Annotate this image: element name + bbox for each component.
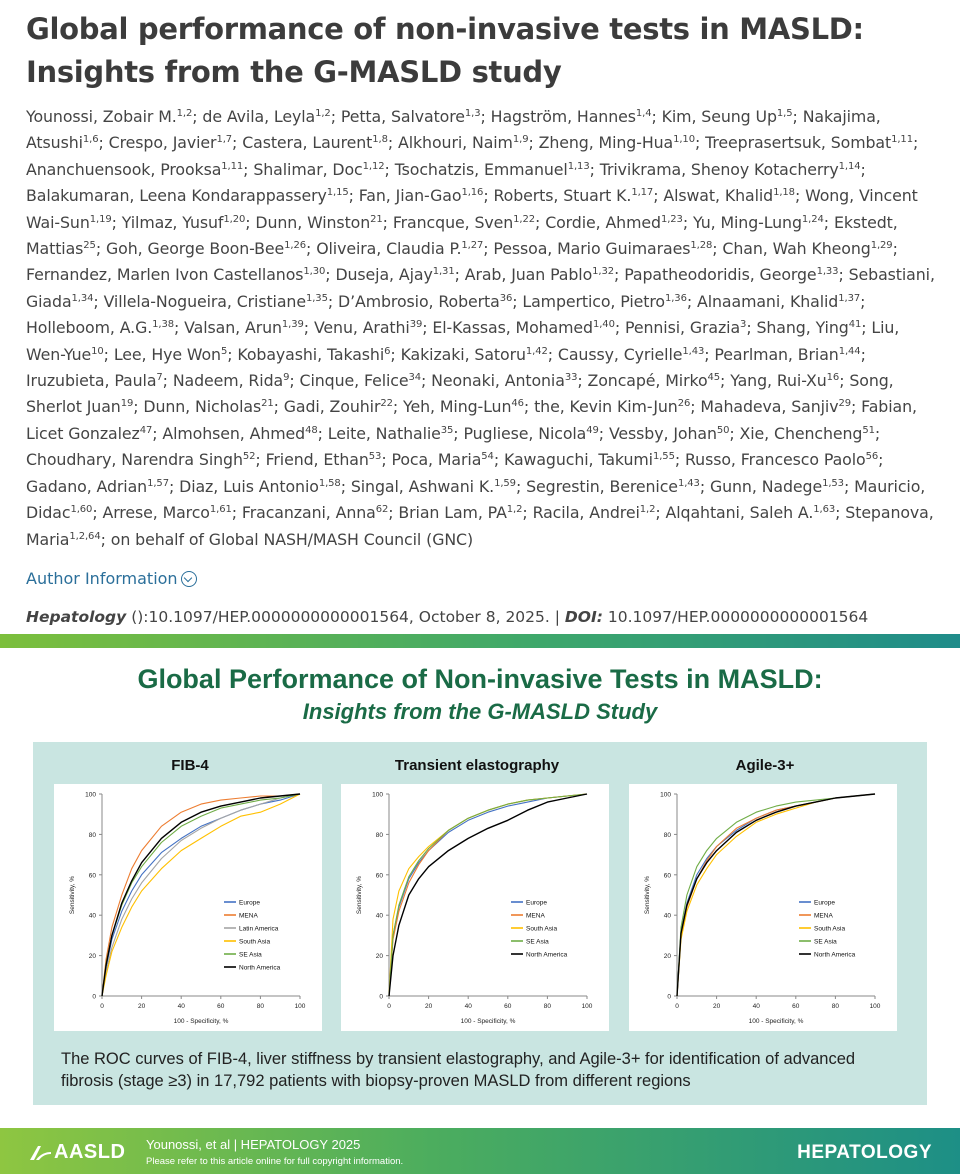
author-affiliation: 22 bbox=[380, 398, 393, 410]
chart-title: Transient elastography bbox=[394, 757, 560, 774]
author-name: Neonaki, Antonia bbox=[431, 371, 565, 391]
roc-line-se-asia bbox=[677, 794, 875, 996]
author-affiliation: 1,24 bbox=[801, 213, 824, 225]
author-name: Arrese, Marco bbox=[102, 503, 210, 523]
legend-label: Europe bbox=[239, 899, 260, 907]
x-axis-label: 100 - Specificity, % bbox=[460, 1018, 516, 1025]
x-tick-label: 40 bbox=[464, 1003, 472, 1010]
author-name: Tsochatzis, Emmanuel bbox=[394, 159, 568, 179]
y-axis-label: Sensitivity, % bbox=[69, 875, 76, 915]
author-affiliation: 1,61 bbox=[209, 504, 232, 516]
author-affiliation: 1,2 bbox=[639, 504, 656, 516]
author-name: Brian Lam, PA bbox=[398, 503, 507, 523]
author-name: Kawaguchi, Takumi bbox=[503, 450, 653, 470]
author-name: Gunn, Nadege bbox=[709, 476, 823, 496]
author-affiliation: 9 bbox=[283, 372, 290, 384]
author-information-label[interactable]: Author Information bbox=[26, 568, 178, 588]
author-affiliation: 1,34 bbox=[71, 292, 94, 304]
author-name: the, Kevin Kim-Jun bbox=[534, 397, 678, 417]
roc-chart-agile3 bbox=[629, 784, 897, 1031]
author-affiliation: 16 bbox=[826, 372, 840, 384]
chart-title: FIB-4 bbox=[171, 757, 209, 774]
author-affiliation: 7 bbox=[156, 372, 163, 384]
legend-label: North America bbox=[814, 951, 856, 959]
footer-band bbox=[0, 1128, 960, 1174]
author-name: Duseja, Ajay bbox=[335, 265, 433, 285]
chart-transient-elastography bbox=[341, 752, 613, 1031]
author-name: Kakizaki, Satoru bbox=[400, 344, 526, 364]
y-tick-label: 0 bbox=[667, 993, 671, 1001]
author-name: Oliveira, Claudia P. bbox=[316, 239, 462, 259]
author-affiliation: 49 bbox=[586, 424, 599, 436]
author-name: Arab, Juan Pablo bbox=[464, 265, 593, 285]
x-tick-label: 100 bbox=[869, 1003, 881, 1010]
author-name: Zoncapé, Mirko bbox=[587, 371, 708, 391]
group-author: on behalf of Global NASH/MASH Council (GNC) bbox=[110, 529, 474, 549]
author-name: Younossi, Zobair M. bbox=[26, 107, 177, 126]
author-name: Gadano, Adrian bbox=[26, 476, 148, 496]
author-affiliation: 1,2 bbox=[176, 108, 193, 119]
author-affiliation: 1,19 bbox=[89, 213, 112, 225]
roc-line-south-asia bbox=[677, 794, 875, 996]
author-affiliation: 1,43 bbox=[682, 345, 705, 357]
y-tick-label: 40 bbox=[88, 912, 96, 920]
chart-frame bbox=[629, 784, 897, 1031]
y-tick-label: 40 bbox=[375, 912, 383, 920]
author-affiliation: 1,39 bbox=[281, 319, 304, 331]
author-name: Yang, Rui-Xu bbox=[730, 371, 827, 391]
aasld-logo-text: AASLD bbox=[54, 1141, 126, 1163]
author-affiliation: 54 bbox=[481, 451, 494, 463]
y-tick-label: 80 bbox=[375, 831, 383, 839]
author-affiliation: 1,15 bbox=[326, 187, 349, 199]
hepatology-brand: HEPATOLOGY bbox=[797, 1142, 932, 1163]
roc-chart-transient-elastography bbox=[341, 784, 609, 1031]
author-name: Choudhary, Narendra Singh bbox=[26, 450, 243, 470]
author-name: Zheng, Ming-Hua bbox=[538, 133, 674, 153]
y-tick-label: 60 bbox=[663, 872, 671, 880]
article-header bbox=[26, 8, 941, 626]
author-affiliation: 1,3 bbox=[464, 108, 481, 119]
author-affiliation: 45 bbox=[707, 372, 721, 384]
author-affiliation: 1,2 bbox=[506, 504, 523, 516]
author-name: Balakumaran, Leena Kondarappassery bbox=[26, 186, 327, 206]
y-tick-label: 100 bbox=[660, 791, 671, 799]
author-affiliation: 1,30 bbox=[303, 266, 326, 278]
author-name: Friend, Ethan bbox=[265, 450, 369, 470]
author-name: Castera, Laurent bbox=[242, 133, 373, 153]
author-affiliation: 1,58 bbox=[318, 477, 341, 489]
author-affiliation: 1,37 bbox=[838, 292, 861, 304]
legend-label: Europe bbox=[814, 899, 835, 907]
chart-title: Agile-3+ bbox=[735, 757, 795, 774]
roc-chart-fib4 bbox=[54, 784, 322, 1031]
x-axis-label: 100 - Specificity, % bbox=[748, 1018, 804, 1025]
author-name: Fabian, Licet Gonzalez bbox=[26, 397, 917, 443]
x-tick-label: 80 bbox=[256, 1003, 265, 1010]
author-name: Lee, Hye Won bbox=[113, 344, 221, 364]
journal-name: Hepatology bbox=[26, 607, 127, 626]
x-tick-label: 60 bbox=[792, 1003, 800, 1010]
author-name: Venu, Arathi bbox=[313, 318, 410, 338]
author-affiliation: 47 bbox=[139, 424, 153, 436]
author-name: Holleboom, A.G. bbox=[26, 318, 153, 338]
author-name: Dunn, Winston bbox=[255, 212, 371, 232]
chart-agile3 bbox=[629, 752, 901, 1031]
y-tick-label: 20 bbox=[375, 953, 383, 961]
author-affiliation: 1,10 bbox=[673, 134, 695, 146]
author-name: Fracanzani, Anna bbox=[241, 503, 376, 523]
author-affiliation: 1,14 bbox=[838, 160, 861, 172]
author-name: Alnaamani, Khalid bbox=[697, 291, 839, 311]
x-tick-label: 0 bbox=[387, 1003, 391, 1010]
x-tick-label: 20 bbox=[137, 1003, 146, 1010]
legend-label: South Asia bbox=[239, 938, 271, 946]
y-tick-label: 100 bbox=[372, 791, 383, 799]
author-affiliation: 5 bbox=[220, 345, 228, 357]
author-name: Cinque, Felice bbox=[299, 371, 409, 391]
graphical-abstract-panel bbox=[33, 742, 927, 1105]
legend-label: South Asia bbox=[814, 925, 846, 933]
author-name: Gadi, Zouhir bbox=[283, 397, 381, 417]
author-affiliation: 1,36 bbox=[664, 292, 687, 304]
section-divider bbox=[0, 634, 960, 648]
author-affiliation: 1,40 bbox=[592, 319, 615, 331]
author-affiliation: 1,20 bbox=[223, 213, 246, 225]
chart-frame bbox=[54, 784, 322, 1031]
author-affiliation: 1,60 bbox=[70, 504, 93, 516]
x-tick-label: 0 bbox=[675, 1003, 679, 1010]
author-name: Yu, Ming-Lung bbox=[692, 212, 802, 232]
x-axis-label: 100 - Specificity, % bbox=[173, 1018, 229, 1025]
author-name: Roberts, Stuart K. bbox=[493, 186, 632, 206]
graphical-abstract-title: Global Performance of Non-invasive Tests in MASLD: bbox=[137, 664, 823, 694]
author-affiliation: 21 bbox=[261, 398, 274, 410]
legend-label: South Asia bbox=[526, 925, 558, 933]
author-name: Nakajima, Atsushi bbox=[26, 107, 881, 153]
author-affiliation: 1,23 bbox=[660, 213, 683, 225]
author-name: Diaz, Luis Antonio bbox=[179, 476, 319, 496]
author-affiliation: 1,11 bbox=[891, 134, 913, 146]
author-affiliation: 1,6 bbox=[82, 134, 99, 146]
author-affiliation: 25 bbox=[83, 240, 96, 252]
author-name: Yilmaz, Yusuf bbox=[121, 212, 224, 232]
author-affiliation: 1,13 bbox=[567, 160, 590, 172]
x-tick-label: 20 bbox=[712, 1003, 721, 1010]
author-affiliation: 36 bbox=[499, 292, 513, 304]
author-name: Liu, Wen-Yue bbox=[26, 318, 900, 364]
author-name: de Avila, Leyla bbox=[202, 107, 316, 126]
author-affiliation: 1,59 bbox=[494, 477, 516, 489]
aasld-logo bbox=[28, 1141, 125, 1164]
author-affiliation: 1,4 bbox=[635, 108, 652, 119]
author-affiliation: 1,9 bbox=[512, 134, 529, 146]
x-tick-label: 40 bbox=[752, 1003, 760, 1010]
legend-label: Latin America bbox=[239, 925, 279, 933]
author-name: Cordie, Ahmed bbox=[545, 212, 661, 232]
author-affiliation: 3 bbox=[740, 319, 747, 331]
graphical-abstract-subtitle: Insights from the G-MASLD Study bbox=[302, 699, 658, 724]
y-tick-label: 40 bbox=[663, 912, 671, 920]
author-affiliation: 1,29 bbox=[870, 240, 893, 252]
author-name: El-Kassas, Mohamed bbox=[432, 318, 593, 338]
author-name: Valsan, Arun bbox=[184, 318, 282, 338]
author-affiliation: 46 bbox=[511, 398, 524, 410]
author-name: Petta, Salvatore bbox=[340, 107, 465, 126]
y-tick-label: 0 bbox=[379, 993, 383, 1001]
author-affiliation: 1,33 bbox=[816, 266, 839, 278]
author-affiliation: 1,5 bbox=[776, 108, 793, 119]
y-tick-label: 60 bbox=[375, 872, 383, 880]
author-affiliation: 1,2 bbox=[315, 108, 331, 119]
x-tick-label: 60 bbox=[217, 1003, 225, 1010]
author-affiliation: 41 bbox=[848, 319, 862, 331]
author-affiliation: 1,18 bbox=[773, 187, 795, 199]
legend-label: SE Asia bbox=[814, 938, 837, 946]
footer-copyright-note: Please refer to this article online for full copyright information. bbox=[146, 1156, 404, 1167]
roc-line-mena bbox=[677, 794, 875, 996]
y-tick-label: 0 bbox=[92, 993, 96, 1001]
author-affiliation: 1,44 bbox=[838, 345, 861, 357]
legend-label: MENA bbox=[526, 912, 545, 920]
chart-fib4 bbox=[54, 752, 326, 1031]
figure-caption: The ROC curves of FIB-4, liver stiffness by transient elastography, and Agile-3+ for identification of advanced fibrosis (stage ≥3) in 17,792 patients with biopsy-proven MASLD from different regions bbox=[61, 1050, 856, 1090]
author-name: Papatheodoridis, George bbox=[624, 265, 817, 285]
author-name: Segrestin, Berenice bbox=[526, 476, 678, 496]
x-tick-label: 100 bbox=[581, 1003, 593, 1010]
y-tick-label: 80 bbox=[88, 831, 96, 839]
author-affiliation: 6 bbox=[384, 345, 391, 357]
y-axis-label: Sensitivity, % bbox=[644, 875, 651, 915]
author-affiliation: 1,43 bbox=[677, 477, 700, 489]
author-name: Xie, Chencheng bbox=[739, 423, 863, 443]
author-name: Trivikrama, Shenoy Kotacherry bbox=[599, 159, 839, 179]
author-affiliation: 1,42 bbox=[525, 345, 548, 357]
x-tick-label: 100 bbox=[294, 1003, 306, 1010]
author-affiliation: 1,55 bbox=[652, 451, 675, 463]
author-name: Pennisi, Grazia bbox=[625, 318, 741, 338]
author-information-link[interactable] bbox=[26, 569, 941, 588]
x-tick-label: 40 bbox=[177, 1003, 185, 1010]
author-affiliation: 33 bbox=[564, 372, 578, 384]
author-affiliation: 62 bbox=[375, 504, 389, 516]
author-name: Almohsen, Ahmed bbox=[162, 423, 306, 443]
author-name: Racila, Andrei bbox=[532, 503, 640, 523]
author-name: Alswat, Khalid bbox=[663, 186, 774, 206]
author-affiliation: 1,35 bbox=[305, 292, 328, 304]
author-name: Mauricio, Didac bbox=[26, 476, 926, 523]
article-title: Global performance of non-invasive tests in MASLD: Insights from the G-MASLD study bbox=[26, 12, 864, 89]
author-name: Goh, George Boon-Bee bbox=[105, 239, 285, 259]
author-name: Pessoa, Mario Guimaraes bbox=[493, 239, 691, 259]
chart-frame bbox=[341, 784, 609, 1031]
author-affiliation: 1,63 bbox=[813, 504, 836, 516]
author-name: Poca, Maria bbox=[391, 450, 482, 470]
author-affiliation: 1,27 bbox=[461, 240, 484, 252]
author-name: Hagström, Hannes bbox=[490, 107, 636, 126]
author-affiliation: 34 bbox=[408, 372, 422, 384]
author-name: Caussy, Cyrielle bbox=[557, 344, 683, 364]
author-name: Francque, Sven bbox=[392, 212, 514, 232]
author-name: Ananchuensook, Prooksa bbox=[26, 159, 222, 179]
author-name: Iruzubieta, Paula bbox=[26, 371, 157, 391]
author-affiliation: 21 bbox=[370, 213, 383, 225]
citation-line bbox=[26, 608, 941, 626]
y-tick-label: 100 bbox=[85, 791, 96, 799]
author-affiliation: 1,26 bbox=[284, 240, 307, 252]
author-name: Dunn, Nicholas bbox=[143, 397, 262, 417]
x-tick-label: 80 bbox=[831, 1003, 840, 1010]
author-affiliation: 1,16 bbox=[461, 187, 484, 199]
author-name: Pugliese, Nicola bbox=[463, 423, 587, 443]
author-name: Crespo, Javier bbox=[108, 133, 217, 153]
roc-line-south-asia bbox=[389, 794, 587, 996]
roc-line-europe bbox=[677, 794, 875, 996]
author-name: Ekstedt, Mattias bbox=[26, 212, 898, 259]
author-name: Pearlman, Brian bbox=[714, 344, 839, 364]
author-affiliation: 1,28 bbox=[690, 240, 713, 252]
author-affiliation: 19 bbox=[120, 398, 134, 410]
author-name: Yeh, Ming-Lun bbox=[403, 397, 512, 417]
author-name: Villela-Nogueira, Cristiane bbox=[103, 291, 306, 311]
author-affiliation: 35 bbox=[440, 424, 454, 436]
author-list: Younossi, Zobair M.$^{1,2}$; de Avila, Leyla$^{1,2}$; Petta, Salvatore$^{1,3}$; Hagström, Hannes$^{1,4}$; Kim, Seung Up$^{1,5}$; Nakajima, Atsushi$^{1,6}$; Crespo, Javier$^{1,7}$; Castera, Laurent$^{1,8}$; Alkhouri, Naim$^{1,9}$; Zheng, Ming-Hua$^{1,10}$; Treeprasertsuk, Sombat$^{1,11}$; Ananchuensook, Prooksa$^{1,11}$; Shalimar, Doc$^{1,12}$; Tsochatzis, Emmanuel$^{1,13}$; Trivikrama, Shenoy Kotacherry$^{1,14}$; Balakumaran, Leena Kondarappassery$^{1,15}$; Fan, Jian-Gao$^{1,16}$; Roberts, Stuart K.$^{1,17}$; Alswat, Khalid$^{1,18}$; Wong, Vincent Wai-Sun$^{1,19}$; Yilmaz, Yusuf$^{1,20}$; Dunn, Winston$^{21}$; Francque, Sven$^{1,22}$; Cordie, Ahmed$^{1,23}$; Yu, Ming-Lung$^{1,24}$; Ekstedt, Mattias$^{25}$; Goh, George Boon-Bee$^{1,26}$; Oliveira, Claudia P.$^{1,27}$; Pessoa, Mario Guimaraes$^{1,28}$; Chan, Wah Kheong$^{1,29}$; Fernandez, Marlen Ivon Castellanos$^{1,30}$; Duseja, Ajay$^{1,31}$; Arab, Juan Pablo$^{1,32}$; Papatheodoridis, George$^{1,33}$; Sebastiani, Giada$^{1,34}$; Villela-Nogueira, Cristiane$^{1,35}$; D’Ambrosio, Roberta$^{36}$; Lampertico, Pietro$^{1,36}$; Alnaamani, Khalid$^{1,37}$; Holleboom, A.G.$^{1,38}$; Valsan, Arun$^{1,39}$; Venu, Arathi$^{39}$; El-Kassas, Mohamed$^{1,40}$; Pennisi, Grazia$^3$; Shang, Ying$^{41}$; Liu, Wen-Yue$^{10}$; Lee, Hye Won$^5$; Kobayashi, Takashi$^6$; Kakizaki, Satoru$^{1,42}$; Caussy, Cyrielle$^{1,43}$; Pearlman, Brian$^{1,44}$; Iruzubieta, Paula$^7$; Nadeem, Rida$^9$; Cinque, Felice$^{34}$; Neonaki, Antonia$^{33}$; Zoncapé, Mirko$^{45}$; Yang, Rui-Xu$^{16}$; Song, Sherlot Juan$^{19}$; Dunn, Nicholas$^{21}$; Gadi, Zouhir$^{22}$; Yeh, Ming-Lun$^{46}$; the, Kevin Kim-Jun$^{26}$; Mahadeva, Sanjiv$^{29}$; Fabian, Licet Gonzalez$^{47}$; Almohsen, Ahmed$^{48}$; Leite, Nathalie$^{35}$; Pugliese, Nicola$^{49}$; Vessby, Johan$^{50}$; Xie, Chencheng$^{51}$; Choudhary, Narendra Singh$^{52}$; Friend, Ethan$^{53}$; Poca, Maria$^{54}$; Kawaguchi, Takumi$^{1,55}$; Russo, Francesco Paolo$^{56}$; Gadano, Adrian$^{1,57}$; Diaz, Luis Antonio$^{1,58}$; Singal, Ashwani K.$^{1,59}$; Segrestin, Berenice$^{1,43}$; Gunn, Nadege$^{1,53}$; Mauricio, Didac$^{1,60}$; Arrese, Marco$^{1,61}$; Fracanzani, Anna$^{62}$; Brian Lam, PA$^{1,2}$; Racila, Andrei$^{1,2}$; Alqahtani, Saleh A.$^{1,63}$; Stepanova, Maria$^{1,2,64}$; on behalf of Global NASH/MASH Council (GNC) bbox=[26, 107, 935, 549]
author-affiliation: 51 bbox=[862, 424, 875, 436]
x-tick-label: 80 bbox=[543, 1003, 552, 1010]
author-name: Shang, Ying bbox=[756, 318, 849, 338]
author-affiliation: 1,32 bbox=[592, 266, 615, 278]
roc-line-north-america bbox=[389, 794, 587, 996]
author-affiliation: 1,38 bbox=[152, 319, 175, 331]
author-affiliation: 1,2,64 bbox=[69, 530, 101, 542]
author-name: Vessby, Johan bbox=[608, 423, 717, 443]
author-affiliation: 39 bbox=[409, 319, 423, 331]
chevron-down-icon[interactable] bbox=[181, 571, 197, 587]
author-affiliation: 1,11 bbox=[221, 160, 244, 172]
author-name: Kobayashi, Takashi bbox=[237, 344, 385, 364]
roc-line-mena bbox=[389, 794, 587, 996]
x-tick-label: 20 bbox=[424, 1003, 433, 1010]
y-tick-label: 20 bbox=[663, 953, 671, 961]
author-name: Wong, Vincent Wai-Sun bbox=[26, 186, 918, 232]
author-name: Lampertico, Pietro bbox=[522, 291, 665, 311]
legend-label: SE Asia bbox=[239, 951, 262, 959]
author-affiliation: 26 bbox=[677, 398, 691, 410]
aasld-logo-icon bbox=[28, 1144, 52, 1162]
author-affiliation: 1,53 bbox=[822, 477, 844, 489]
author-name: Chan, Wah Kheong bbox=[722, 239, 871, 259]
author-name: Treeprasertsuk, Sombat bbox=[705, 133, 892, 153]
doi-value: 10.1097/HEP.0000000000001564 bbox=[602, 607, 869, 626]
roc-line-europe bbox=[389, 794, 587, 996]
y-tick-label: 80 bbox=[663, 831, 671, 839]
legend-label: North America bbox=[239, 964, 281, 972]
legend-label: North America bbox=[526, 951, 568, 959]
author-name: Fernandez, Marlen Ivon Castellanos bbox=[26, 265, 304, 285]
y-tick-label: 20 bbox=[88, 953, 96, 961]
x-tick-label: 0 bbox=[100, 1003, 104, 1010]
y-axis-label: Sensitivity, % bbox=[356, 875, 363, 915]
author-affiliation: 10 bbox=[91, 345, 104, 357]
author-name: Alkhouri, Naim bbox=[398, 133, 513, 153]
roc-line-se-asia bbox=[389, 794, 587, 996]
author-name: Fan, Jian-Gao bbox=[358, 186, 462, 206]
author-name: Sebastiani, Giada bbox=[26, 265, 935, 311]
legend-label: MENA bbox=[239, 912, 258, 920]
author-affiliation: 1,12 bbox=[362, 160, 385, 172]
roc-line-north-america bbox=[677, 794, 875, 996]
footer-citation: Younossi, et al | HEPATOLOGY 2025 bbox=[146, 1137, 361, 1152]
author-affiliation: 50 bbox=[716, 424, 730, 436]
author-affiliation: 1,8 bbox=[372, 134, 388, 146]
citation-text: ():10.1097/HEP.0000000000001564, October 8, 2025. | bbox=[126, 607, 565, 626]
author-affiliation: 1,57 bbox=[147, 477, 169, 489]
author-affiliation: 1,17 bbox=[631, 187, 654, 199]
doi-label: DOI: bbox=[564, 607, 603, 626]
author-affiliation: 1,22 bbox=[513, 213, 536, 225]
author-affiliation: 52 bbox=[242, 451, 256, 463]
author-name: Alqahtani, Saleh A. bbox=[665, 503, 814, 523]
author-affiliation: 48 bbox=[305, 424, 318, 436]
author-name: Kim, Seung Up bbox=[661, 107, 777, 126]
author-name: Leite, Nathalie bbox=[327, 423, 441, 443]
legend-label: Europe bbox=[526, 899, 547, 907]
author-affiliation: 53 bbox=[368, 451, 382, 463]
author-affiliation: 29 bbox=[838, 398, 852, 410]
author-name: Shalimar, Doc bbox=[253, 159, 363, 179]
author-name: Nadeem, Rida bbox=[172, 371, 284, 391]
legend-label: SE Asia bbox=[526, 938, 549, 946]
author-name: Russo, Francesco Paolo bbox=[685, 450, 866, 470]
author-name: Stepanova, Maria bbox=[26, 503, 934, 549]
legend-label: MENA bbox=[814, 912, 833, 920]
author-affiliation: 1,7 bbox=[216, 134, 233, 146]
author-name: D’Ambrosio, Roberta bbox=[338, 291, 500, 311]
author-name: Song, Sherlot Juan bbox=[26, 371, 894, 417]
x-tick-label: 60 bbox=[504, 1003, 512, 1010]
author-name: Singal, Ashwani K. bbox=[350, 476, 495, 496]
author-name: Mahadeva, Sanjiv bbox=[700, 397, 839, 417]
y-tick-label: 60 bbox=[88, 872, 96, 880]
author-affiliation: 1,31 bbox=[432, 266, 455, 278]
author-affiliation: 56 bbox=[865, 451, 879, 463]
